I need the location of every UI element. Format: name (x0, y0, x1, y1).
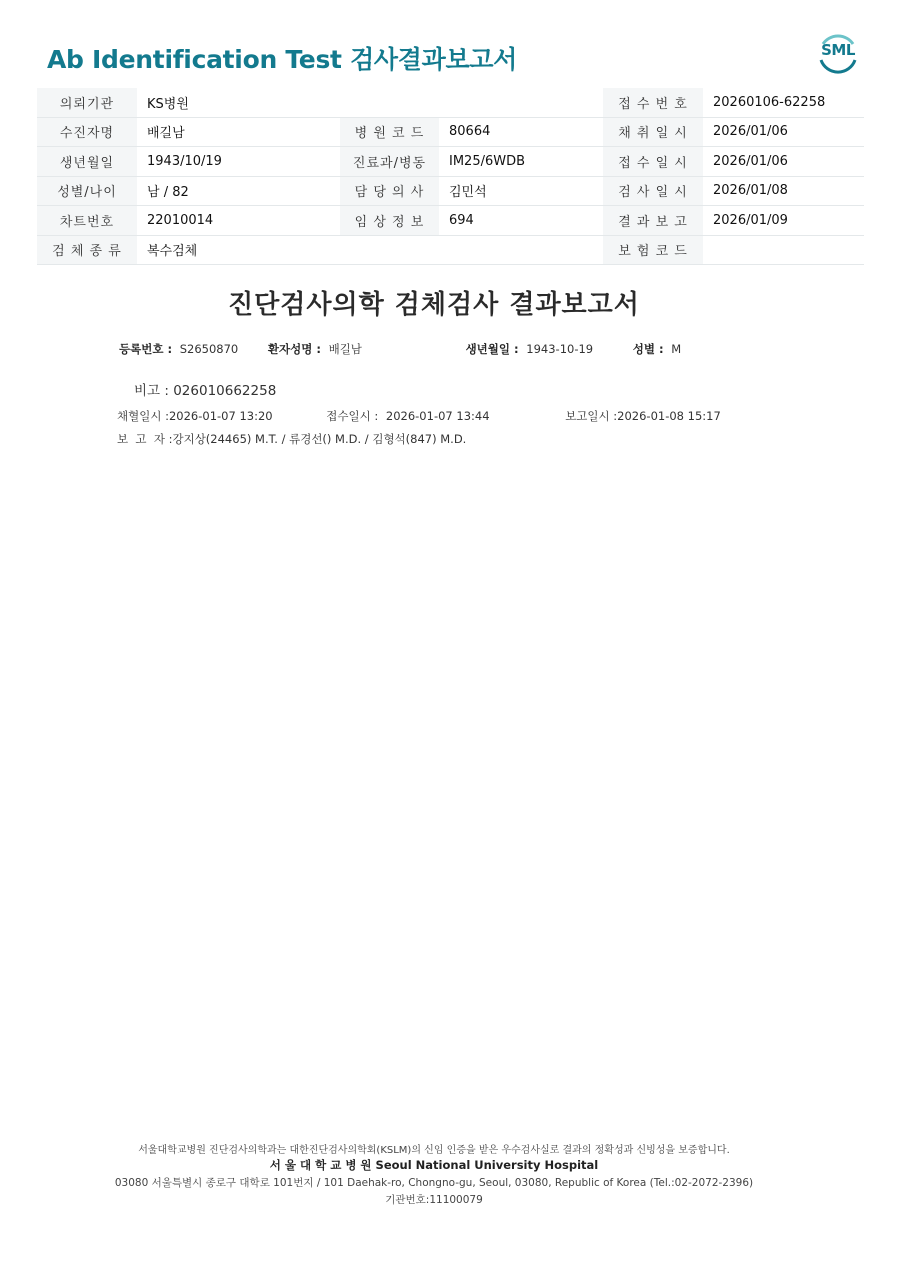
patient-name-label: 환자성명 : (267, 342, 321, 356)
dates-row (117, 408, 721, 424)
footer-institution-no: 기관번호:11100079 (385, 1194, 483, 1206)
patient-name-value: 배길남 (328, 342, 362, 356)
info-value: 2026/01/06 (703, 117, 864, 147)
info-value: 김민석 (439, 176, 603, 206)
reporter-row (117, 431, 466, 447)
info-label: 담 당 의 사 (340, 176, 439, 206)
info-row (37, 117, 864, 147)
info-label: 검 체 종 류 (37, 235, 137, 265)
info-value: 2026/01/09 (703, 206, 864, 236)
info-label: 검 사 일 시 (603, 176, 703, 206)
report-heading: 진단검사의학 검체검사 결과보고서 (228, 290, 640, 320)
collected-value: 2026-01-07 13:20 (168, 409, 273, 423)
info-label: 접 수 일 시 (603, 147, 703, 177)
info-value (703, 235, 864, 265)
received-label: 접수일시 : (326, 409, 379, 423)
collected-label: 채혈일시 : (117, 409, 169, 423)
info-value: 배길남 (137, 117, 340, 147)
footer-certification: 서울대학교병원 진단검사의학과는 대한진단검사의학회(KSLM)의 신임 인증을 받은 우수검사실로 결과의 정확성과 신빙성을 보증합니다. (138, 1145, 730, 1156)
info-row (37, 206, 864, 236)
remark-label: 비고 : (134, 383, 169, 399)
info-row (37, 176, 864, 206)
patient-summary-row (119, 341, 681, 357)
info-value: 22010014 (137, 206, 340, 236)
sex-label: 성별 : (632, 342, 664, 356)
info-value: 2026/01/08 (703, 176, 864, 206)
info-label: 생년월일 (37, 147, 137, 177)
reporter-label: 보 고 자 : (117, 432, 173, 446)
info-row (37, 235, 864, 265)
info-row (37, 147, 864, 177)
info-label: 접 수 번 호 (603, 88, 703, 117)
birth-label: 생년월일 : (465, 342, 519, 356)
sml-logo (815, 30, 861, 76)
info-label: 진료과/병동 (340, 147, 439, 177)
info-label: 병 원 코 드 (340, 117, 439, 147)
info-label: 의뢰기관 (37, 88, 137, 117)
info-value: 1943/10/19 (137, 147, 340, 177)
info-value: 80664 (439, 117, 603, 147)
reported-value: 2026-01-08 15:17 (617, 409, 721, 423)
reporter-value: 강지상(24465) M.T. / 류경선() M.D. / 김형석(847) M.D. (172, 432, 467, 446)
reported-label: 보고일시 : (565, 409, 618, 423)
info-value: 20260106-62258 (703, 88, 864, 117)
info-label: 임 상 정 보 (340, 206, 439, 236)
info-value: IM25/6WDB (439, 147, 603, 177)
info-label: 채 취 일 시 (603, 117, 703, 147)
sex-value: M (671, 342, 682, 356)
patient-info-table (37, 88, 864, 265)
footer-address: 03080 서울특별시 종로구 대학로 101번지 / 101 Daehak-ro, Chongno-gu, Seoul, 03080, Republic of Korea (Tel.:02-2072-2396) (114, 1177, 754, 1189)
info-label: 차트번호 (37, 206, 137, 236)
footer-hospital-name: 서 울 대 학 교 병 원 Seoul National University Hospital (269, 1158, 599, 1172)
info-label: 수진자명 (37, 117, 137, 147)
birth-value: 1943-10-19 (526, 342, 594, 356)
reg-no-value: S2650870 (179, 342, 239, 356)
info-label: 결 과 보 고 (603, 206, 703, 236)
info-value: KS병원 (137, 88, 603, 117)
info-label: 보 험 코 드 (603, 235, 703, 265)
info-value: 복수검체 (137, 235, 603, 265)
logo-text: SML (821, 41, 855, 59)
received-value: 2026-01-07 13:44 (385, 409, 490, 423)
remark-value: 026010662258 (173, 383, 277, 399)
report-title: Ab Identification Test 검사결과보고서 (47, 45, 518, 74)
info-value: 남 / 82 (137, 176, 340, 206)
info-value: 694 (439, 206, 603, 236)
info-label: 성별/나이 (37, 176, 137, 206)
reg-no-label: 등록번호 : (119, 342, 173, 356)
info-row (37, 88, 864, 117)
remark-row (134, 379, 276, 399)
info-value: 2026/01/06 (703, 147, 864, 177)
